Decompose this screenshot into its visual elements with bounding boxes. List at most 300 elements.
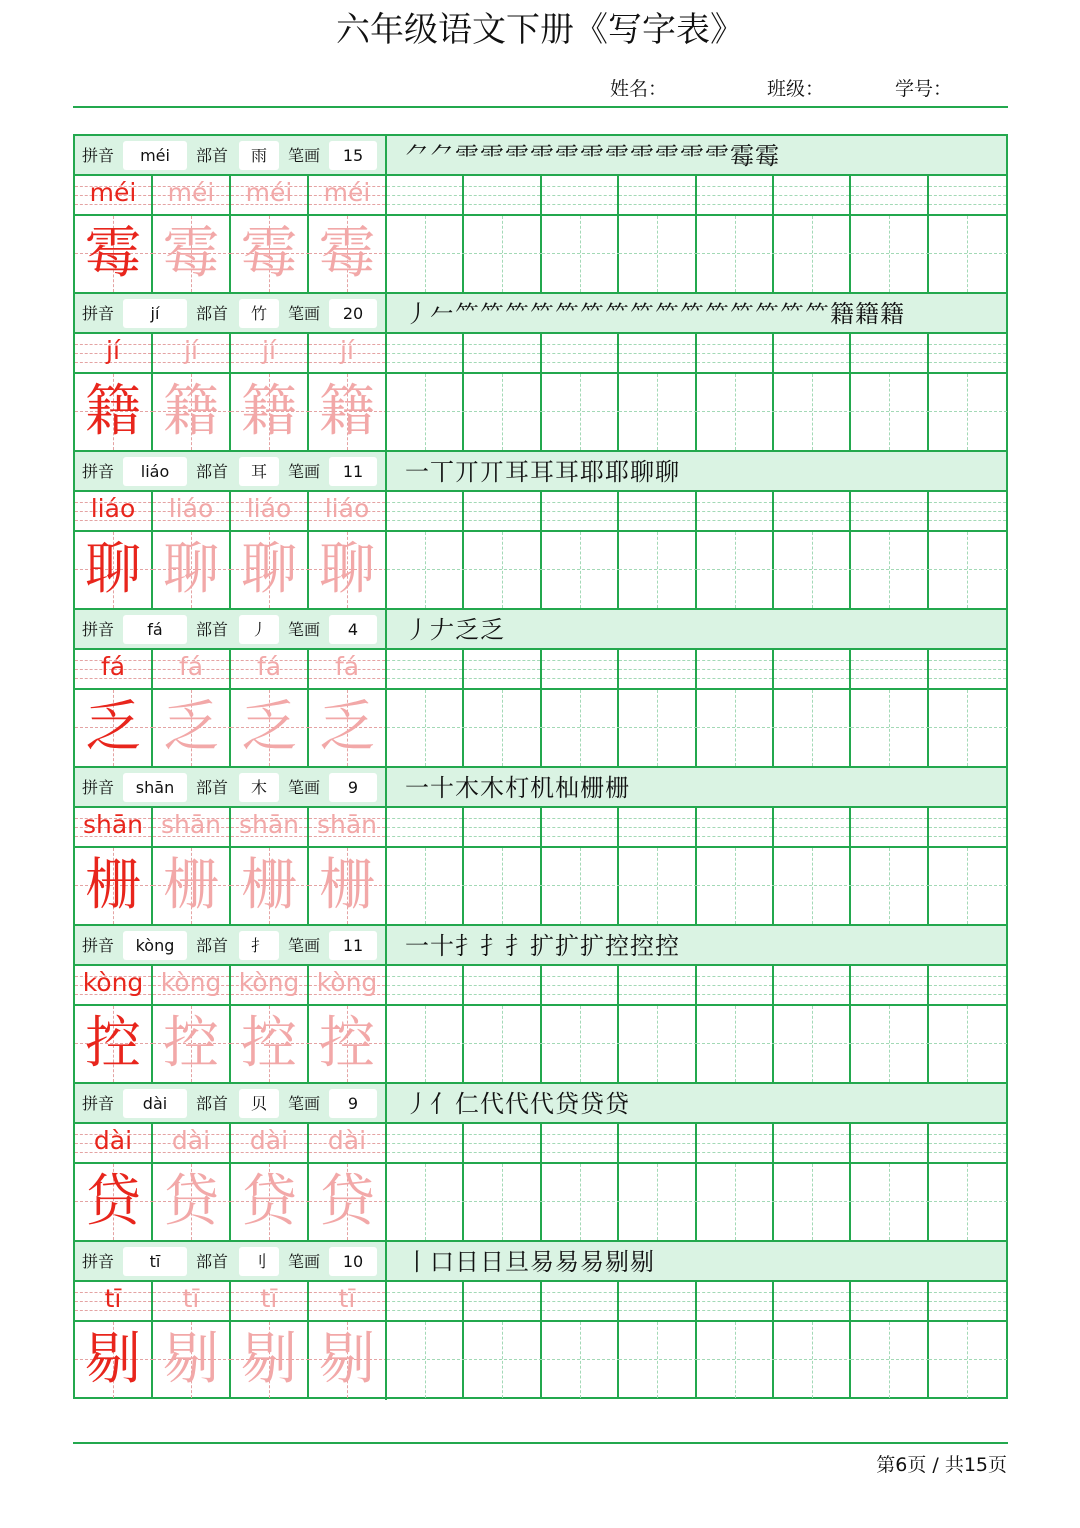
character-block (75, 294, 1006, 452)
stroke-step: ⺈ (430, 142, 454, 170)
model-practice-divider (385, 808, 387, 926)
pinyin-row (75, 650, 1006, 690)
pinyin-text: shān (316, 810, 378, 839)
stroke-step: ⺮ (680, 300, 704, 328)
character-practice-cell[interactable] (774, 216, 851, 292)
pinyin-trace-cell (309, 176, 387, 214)
character-block (75, 136, 1006, 294)
character-practice-cell[interactable] (619, 1006, 696, 1082)
stroke-step: 一 (405, 458, 429, 486)
pinyin-text: méi (323, 178, 371, 207)
pinyin-trace-cell (153, 1282, 231, 1320)
character-glyph: 栅 (319, 853, 375, 918)
pinyin-practice-cell[interactable] (464, 650, 541, 688)
character-glyph: 乏 (241, 695, 297, 760)
character-practice-cell[interactable] (774, 532, 851, 608)
stroke-order-sequence (405, 771, 630, 805)
pinyin-practice-cell[interactable] (542, 1282, 619, 1320)
pinyin-model-cell (75, 176, 153, 214)
pinyin-trace-cell (153, 176, 231, 214)
pinyin-practice-cell[interactable] (619, 176, 696, 214)
pinyin-practice-cell[interactable] (542, 808, 619, 846)
pinyin-practice-cell[interactable] (542, 492, 619, 530)
stroke-step: 易 (580, 1248, 604, 1276)
pinyin-practice-cell[interactable] (929, 492, 1006, 530)
stroke-count-value: 15 (329, 141, 377, 170)
pinyin-practice-cell[interactable] (929, 966, 1006, 1004)
pinyin-practice-cell[interactable] (387, 966, 464, 1004)
stroke-count-value: 9 (329, 773, 377, 802)
model-practice-divider (385, 176, 387, 294)
pinyin-practice-cell[interactable] (929, 334, 1006, 372)
stroke-step: 易 (555, 1248, 579, 1276)
stroke-step: ⻗ (555, 142, 579, 170)
character-practice-cell[interactable] (542, 374, 619, 450)
character-block (75, 610, 1006, 768)
character-practice-cell[interactable] (851, 216, 928, 292)
pinyin-practice-cell[interactable] (464, 176, 541, 214)
stroke-step: 栅 (605, 774, 629, 802)
pinyin-practice-cell[interactable] (542, 966, 619, 1004)
character-glyph: 霉 (85, 221, 141, 286)
model-practice-divider (385, 334, 387, 452)
pinyin-practice-cell[interactable] (619, 808, 696, 846)
pinyin-practice-cell[interactable] (851, 966, 928, 1004)
character-practice-cell[interactable] (464, 1322, 541, 1398)
pinyin-practice-cell[interactable] (387, 808, 464, 846)
pinyin-text: jí (262, 336, 276, 365)
stroke-step: 剔 (605, 1248, 629, 1276)
pinyin-trace-cell (231, 650, 309, 688)
pinyin-text: liáo (246, 494, 292, 523)
character-header (75, 452, 1006, 492)
character-glyph: 控 (85, 1011, 141, 1076)
character-practice-cell[interactable] (387, 1006, 464, 1082)
character-practice-cell[interactable] (464, 1006, 541, 1082)
stroke-step: 日 (455, 1248, 479, 1276)
character-trace-cell (153, 848, 231, 924)
pinyin-text: fá (256, 652, 282, 681)
stroke-order-sequence (405, 1245, 655, 1279)
character-practice-cell[interactable] (929, 848, 1006, 924)
pinyin-trace-cell (309, 1282, 387, 1320)
character-glyph: 籍 (85, 379, 141, 444)
pinyin-trace-cell (231, 492, 309, 530)
radical-value: 木 (239, 773, 279, 802)
pinyin-practice-cell[interactable] (387, 176, 464, 214)
character-practice-cell[interactable] (542, 216, 619, 292)
radical-label: 部首 (196, 1252, 229, 1271)
stroke-count-label: 笔画 (288, 146, 321, 165)
stroke-count-label: 笔画 (288, 304, 321, 323)
stroke-step: ⻗ (530, 142, 554, 170)
character-practice-cell[interactable] (619, 532, 696, 608)
pinyin-practice-cell[interactable] (929, 650, 1006, 688)
character-practice-cell[interactable] (851, 374, 928, 450)
pinyin-trace-cell (309, 1124, 387, 1162)
stroke-count-label: 笔画 (288, 778, 321, 797)
pinyin-trace-cell (231, 334, 309, 372)
stroke-step: 丌 (455, 458, 479, 486)
pinyin-trace-cell (231, 1124, 309, 1162)
stroke-step: ⺮ (780, 300, 804, 328)
character-glyph: 栅 (163, 853, 219, 918)
pinyin-practice-cell[interactable] (697, 966, 774, 1004)
pinyin-value: dài (123, 1089, 187, 1118)
radical-label: 部首 (196, 620, 229, 639)
character-trace-cell (309, 1006, 387, 1082)
pinyin-practice-cell[interactable] (464, 1282, 541, 1320)
character-practice-cell[interactable] (464, 532, 541, 608)
pinyin-practice-cell[interactable] (697, 808, 774, 846)
pinyin-label: 拼音 (82, 936, 115, 955)
character-practice-cell[interactable] (851, 1006, 928, 1082)
pinyin-practice-cell[interactable] (697, 492, 774, 530)
pinyin-practice-cell[interactable] (697, 1282, 774, 1320)
character-glyph: 剔 (241, 1327, 297, 1392)
character-practice-cell[interactable] (387, 690, 464, 766)
stroke-count-value: 10 (329, 1247, 377, 1276)
character-trace-cell (231, 532, 309, 608)
stroke-count-label: 笔画 (288, 936, 321, 955)
stroke-step: 栅 (580, 774, 604, 802)
pinyin-practice-cell[interactable] (774, 1282, 851, 1320)
pinyin-practice-cell[interactable] (929, 1282, 1006, 1320)
character-practice-cell[interactable] (929, 532, 1006, 608)
stroke-count-label: 笔画 (288, 1094, 321, 1113)
pinyin-practice-cell[interactable] (697, 1124, 774, 1162)
character-trace-cell (309, 848, 387, 924)
character-practice-cell[interactable] (464, 1164, 541, 1240)
stroke-step: ⻗ (655, 142, 679, 170)
pinyin-practice-cell[interactable] (464, 808, 541, 846)
character-practice-cell[interactable] (929, 1322, 1006, 1398)
pinyin-trace-cell (231, 966, 309, 1004)
character-trace-cell (153, 216, 231, 292)
character-practice-cell[interactable] (929, 1164, 1006, 1240)
character-practice-cell[interactable] (774, 1322, 851, 1398)
character-practice-cell[interactable] (542, 690, 619, 766)
stroke-step: 聊 (655, 458, 679, 486)
character-glyph: 控 (319, 1011, 375, 1076)
character-glyph: 籍 (319, 379, 375, 444)
pinyin-model-cell (75, 334, 153, 372)
pinyin-text: kòng (238, 968, 300, 997)
character-trace-cell (309, 1164, 387, 1240)
character-practice-cell[interactable] (774, 1164, 851, 1240)
character-glyph: 聊 (319, 537, 375, 602)
pinyin-model-cell (75, 808, 153, 846)
pinyin-practice-cell[interactable] (387, 1282, 464, 1320)
pinyin-text: tī (104, 1284, 122, 1313)
pinyin-practice-cell[interactable] (542, 176, 619, 214)
radical-label: 部首 (196, 462, 229, 481)
character-practice-cell[interactable] (774, 848, 851, 924)
pinyin-practice-cell[interactable] (387, 1124, 464, 1162)
pinyin-text: shān (82, 810, 144, 839)
pinyin-practice-cell[interactable] (774, 334, 851, 372)
character-glyph: 籍 (163, 379, 219, 444)
stroke-step: 控 (630, 932, 654, 960)
stroke-step: ⺮ (530, 300, 554, 328)
pinyin-practice-cell[interactable] (774, 492, 851, 530)
stroke-step: 木 (480, 774, 504, 802)
stroke-step: 朾 (505, 774, 529, 802)
character-trace-cell (309, 374, 387, 450)
character-practice-cell[interactable] (851, 690, 928, 766)
pinyin-practice-cell[interactable] (697, 650, 774, 688)
pinyin-practice-cell[interactable] (619, 650, 696, 688)
pinyin-label: 拼音 (82, 462, 115, 481)
pinyin-model-cell (75, 492, 153, 530)
pinyin-practice-cell[interactable] (542, 334, 619, 372)
character-practice-cell[interactable] (542, 1006, 619, 1082)
character-practice-cell[interactable] (697, 374, 774, 450)
character-glyph: 乏 (85, 695, 141, 760)
pinyin-practice-cell[interactable] (929, 176, 1006, 214)
pinyin-practice-cell[interactable] (387, 334, 464, 372)
stroke-step: 籍 (830, 300, 854, 328)
stroke-step: 控 (605, 932, 629, 960)
character-practice-cell[interactable] (697, 1322, 774, 1398)
character-trace-cell (231, 374, 309, 450)
stroke-step: ⻗ (480, 142, 504, 170)
stroke-step: 耳 (530, 458, 554, 486)
radical-label: 部首 (196, 304, 229, 323)
pinyin-practice-cell[interactable] (619, 966, 696, 1004)
pinyin-row (75, 1124, 1006, 1164)
character-row (75, 848, 1006, 926)
pinyin-practice-cell[interactable] (542, 650, 619, 688)
character-practice-cell[interactable] (697, 690, 774, 766)
character-practice-cell[interactable] (774, 1006, 851, 1082)
character-practice-cell[interactable] (464, 690, 541, 766)
stroke-step: 耶 (580, 458, 604, 486)
pinyin-practice-cell[interactable] (464, 1124, 541, 1162)
radical-value: 竹 (239, 299, 279, 328)
pinyin-text: dài (327, 1126, 367, 1155)
pinyin-row (75, 966, 1006, 1006)
stroke-step: 剔 (630, 1248, 654, 1276)
character-glyph: 乏 (319, 695, 375, 760)
pinyin-practice-cell[interactable] (774, 966, 851, 1004)
character-trace-cell (153, 532, 231, 608)
character-practice-cell[interactable] (619, 848, 696, 924)
pinyin-text: kòng (316, 968, 378, 997)
stroke-step: ⻗ (505, 142, 529, 170)
pinyin-row (75, 1282, 1006, 1322)
character-practice-cell[interactable] (774, 374, 851, 450)
pinyin-label: 拼音 (82, 304, 115, 323)
stroke-step: 亻 (430, 1090, 454, 1118)
pinyin-practice-cell[interactable] (619, 1282, 696, 1320)
character-header (75, 610, 1006, 650)
character-row (75, 1164, 1006, 1242)
character-practice-cell[interactable] (387, 374, 464, 450)
stroke-step: 扩 (580, 932, 604, 960)
character-trace-cell (309, 532, 387, 608)
character-practice-cell[interactable] (387, 532, 464, 608)
character-header (75, 1242, 1006, 1282)
stroke-step: ⻗ (630, 142, 654, 170)
pinyin-practice-cell[interactable] (851, 334, 928, 372)
character-practice-cell[interactable] (851, 532, 928, 608)
pinyin-practice-cell[interactable] (697, 334, 774, 372)
pinyin-practice-cell[interactable] (774, 176, 851, 214)
pinyin-practice-cell[interactable] (464, 966, 541, 1004)
character-practice-cell[interactable] (619, 1322, 696, 1398)
stroke-step: ⺮ (655, 300, 679, 328)
pinyin-practice-cell[interactable] (774, 1124, 851, 1162)
character-practice-cell[interactable] (697, 848, 774, 924)
character-practice-cell[interactable] (619, 1164, 696, 1240)
model-practice-divider (385, 1124, 387, 1242)
header-divider (385, 452, 387, 492)
character-practice-cell[interactable] (619, 374, 696, 450)
character-practice-cell[interactable] (851, 1164, 928, 1240)
pinyin-practice-cell[interactable] (929, 1124, 1006, 1162)
stroke-step: 乏 (455, 616, 479, 644)
stroke-step: ⺮ (480, 300, 504, 328)
character-practice-cell[interactable] (697, 1164, 774, 1240)
character-practice-cell[interactable] (697, 216, 774, 292)
radical-label: 部首 (196, 146, 229, 165)
pinyin-value: kòng (123, 931, 187, 960)
stroke-step: 丨 (405, 1248, 429, 1276)
pinyin-practice-cell[interactable] (851, 176, 928, 214)
header-divider (385, 294, 387, 334)
stroke-order-sequence (405, 297, 905, 331)
character-practice-cell[interactable] (929, 690, 1006, 766)
pinyin-practice-cell[interactable] (774, 808, 851, 846)
pinyin-practice-cell[interactable] (387, 650, 464, 688)
character-practice-cell[interactable] (542, 1164, 619, 1240)
pinyin-text: shān (238, 810, 300, 839)
character-practice-cell[interactable] (387, 1322, 464, 1398)
character-glyph: 贷 (319, 1169, 375, 1234)
character-practice-cell[interactable] (542, 532, 619, 608)
stroke-step: 聊 (630, 458, 654, 486)
stroke-order-sequence (405, 455, 680, 489)
pinyin-text: jí (340, 336, 354, 365)
stroke-step: 乏 (480, 616, 504, 644)
model-practice-divider (385, 650, 387, 768)
pinyin-practice-cell[interactable] (697, 176, 774, 214)
stroke-count-label: 笔画 (288, 620, 321, 639)
pinyin-row (75, 808, 1006, 848)
character-practice-cell[interactable] (697, 1006, 774, 1082)
character-model-cell (75, 690, 153, 766)
character-practice-cell[interactable] (387, 216, 464, 292)
character-practice-cell[interactable] (697, 532, 774, 608)
character-practice-cell[interactable] (619, 690, 696, 766)
character-practice-cell[interactable] (542, 1322, 619, 1398)
pinyin-text: méi (167, 178, 215, 207)
stroke-step: 丅 (430, 458, 454, 486)
character-row (75, 374, 1006, 452)
character-trace-cell (309, 690, 387, 766)
header-divider (385, 1084, 387, 1124)
character-practice-cell[interactable] (464, 216, 541, 292)
pinyin-practice-cell[interactable] (851, 650, 928, 688)
stroke-count-label: 笔画 (288, 1252, 321, 1271)
pinyin-value: tī (123, 1247, 187, 1276)
stroke-step: 一 (405, 774, 429, 802)
stroke-step: ⺮ (455, 300, 479, 328)
character-practice-cell[interactable] (387, 848, 464, 924)
character-practice-cell[interactable] (464, 848, 541, 924)
pinyin-practice-cell[interactable] (851, 1282, 928, 1320)
character-practice-cell[interactable] (619, 216, 696, 292)
pinyin-text: fá (100, 652, 126, 681)
stroke-step: 扩 (530, 932, 554, 960)
pinyin-practice-cell[interactable] (542, 1124, 619, 1162)
character-practice-cell[interactable] (929, 1006, 1006, 1082)
pinyin-practice-cell[interactable] (929, 808, 1006, 846)
radical-label: 部首 (196, 1094, 229, 1113)
character-practice-cell[interactable] (929, 374, 1006, 450)
stroke-step: ⻗ (705, 142, 729, 170)
stroke-step: ⺮ (605, 300, 629, 328)
character-practice-cell[interactable] (774, 690, 851, 766)
character-block (75, 452, 1006, 610)
character-glyph: 霉 (241, 221, 297, 286)
pinyin-text: tī (338, 1284, 356, 1313)
pinyin-text: méi (89, 178, 137, 207)
pinyin-practice-cell[interactable] (387, 492, 464, 530)
pinyin-practice-cell[interactable] (774, 650, 851, 688)
character-glyph: 栅 (85, 853, 141, 918)
character-practice-cell[interactable] (851, 848, 928, 924)
character-trace-cell (231, 216, 309, 292)
stroke-count-value: 9 (329, 1089, 377, 1118)
character-trace-cell (153, 374, 231, 450)
pinyin-trace-cell (153, 966, 231, 1004)
pinyin-practice-cell[interactable] (851, 1124, 928, 1162)
stroke-count-value: 4 (329, 615, 377, 644)
stroke-step: 易 (530, 1248, 554, 1276)
pinyin-practice-cell[interactable] (619, 334, 696, 372)
pinyin-text: dài (249, 1126, 289, 1155)
character-glyph: 聊 (241, 537, 297, 602)
pinyin-practice-cell[interactable] (851, 808, 928, 846)
stroke-step: 旦 (505, 1248, 529, 1276)
stroke-step: 霉 (730, 142, 754, 170)
pinyin-practice-cell[interactable] (619, 492, 696, 530)
character-glyph: 乏 (163, 695, 219, 760)
pinyin-practice-cell[interactable] (464, 492, 541, 530)
radical-value: 扌 (239, 931, 279, 960)
character-practice-cell[interactable] (387, 1164, 464, 1240)
stroke-count-value: 20 (329, 299, 377, 328)
header-divider (385, 768, 387, 808)
character-practice-cell[interactable] (851, 1322, 928, 1398)
character-glyph: 剔 (319, 1327, 375, 1392)
header-divider (385, 610, 387, 650)
pinyin-row (75, 334, 1006, 374)
pinyin-practice-cell[interactable] (619, 1124, 696, 1162)
character-practice-cell[interactable] (929, 216, 1006, 292)
character-practice-cell[interactable] (464, 374, 541, 450)
pinyin-practice-cell[interactable] (464, 334, 541, 372)
model-practice-divider (385, 1282, 387, 1400)
character-practice-cell[interactable] (542, 848, 619, 924)
pinyin-practice-cell[interactable] (851, 492, 928, 530)
pinyin-text: dài (171, 1126, 211, 1155)
character-model-cell (75, 216, 153, 292)
pinyin-trace-cell (231, 808, 309, 846)
stroke-step: 贷 (605, 1090, 629, 1118)
